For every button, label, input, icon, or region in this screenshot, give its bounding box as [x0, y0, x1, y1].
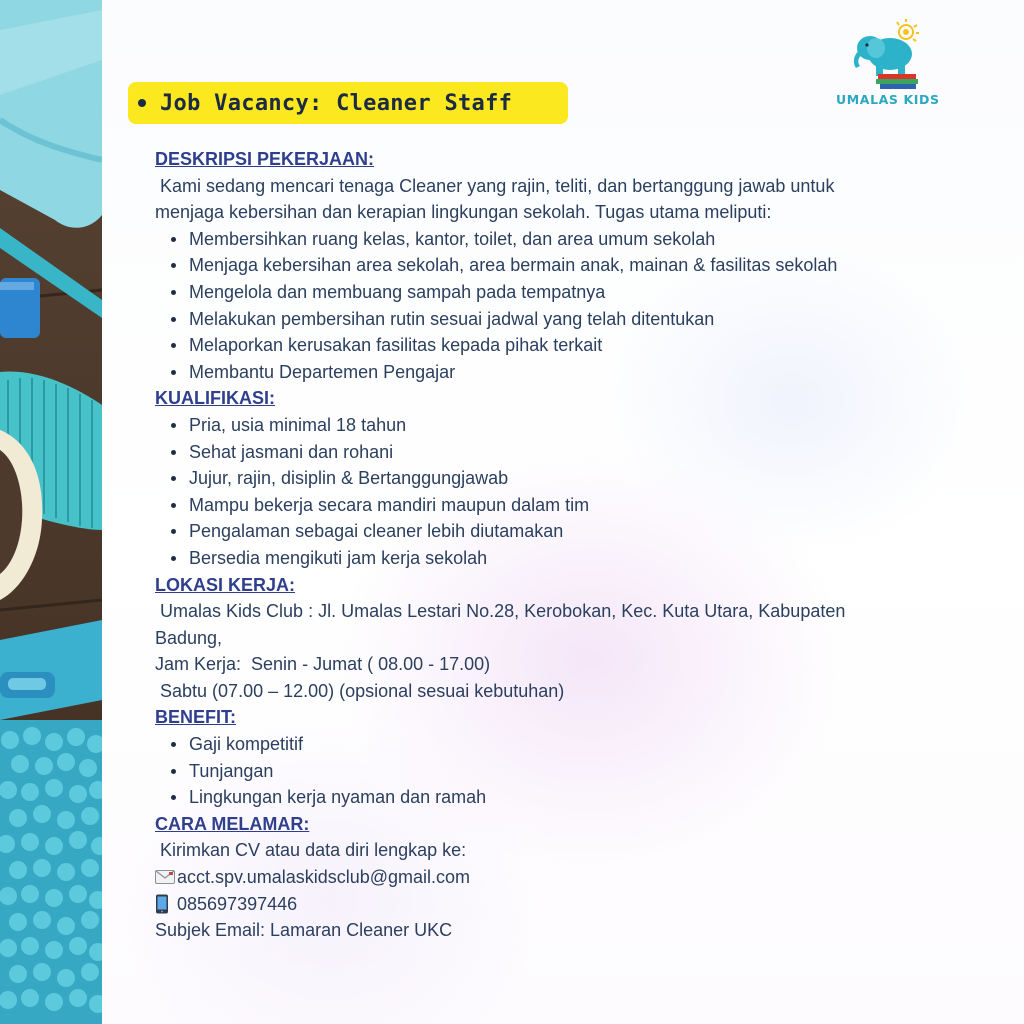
apply-heading: CARA MELAMAR: — [155, 813, 310, 834]
title-banner — [128, 82, 568, 124]
bullet-icon — [171, 529, 176, 534]
location-address-line-2: Badung, — [155, 627, 223, 648]
list-item — [167, 332, 955, 359]
list-item-text: Mampu bekerja secara mandiri maupun dalam tim — [189, 494, 590, 515]
bullet-icon — [171, 769, 176, 774]
list-item-text: Melaporkan kerusakan fasilitas kepada pihak terkait — [189, 335, 603, 356]
list-item — [167, 758, 955, 785]
list-item-text: Jujur, rajin, disiplin & Bertanggungjawab — [189, 468, 509, 489]
bullet-icon — [171, 556, 176, 561]
list-item — [167, 252, 955, 279]
list-item — [167, 545, 955, 572]
email-subject: Subjek Email: Lamaran Cleaner UKC — [155, 920, 453, 941]
list-item-text: Lingkungan kerja nyaman dan ramah — [189, 787, 487, 808]
list-item — [167, 518, 955, 545]
qualifications-heading: KUALIFIKASI: — [155, 388, 275, 409]
description-list — [155, 226, 955, 386]
bullet-icon — [171, 370, 176, 375]
description-intro-line-1: Kami sedang mencari tenaga Cleaner yang rajin, teliti, dan bertanggung jawab untuk — [155, 175, 835, 196]
list-item-text: Tunjangan — [189, 760, 274, 781]
list-item — [167, 784, 955, 811]
list-item-text: Pengalaman sebagai cleaner lebih diutamakan — [189, 521, 564, 542]
working-hours-weekday: Jam Kerja: Senin - Jumat ( 08.00 - 17.00) — [155, 654, 491, 675]
list-item-text: Melakukan pembersihan rutin sesuai jadwal yang telah ditentukan — [189, 308, 715, 329]
list-item-text: Pria, usia minimal 18 tahun — [189, 414, 407, 435]
list-item-text: Membantu Departemen Pengajar — [189, 361, 456, 382]
bullet-icon — [171, 450, 176, 455]
benefit-heading: BENEFIT: — [155, 707, 236, 728]
location-heading: LOKASI KERJA: — [155, 574, 296, 595]
list-item — [167, 359, 955, 386]
benefit-list — [155, 731, 955, 811]
bullet-icon — [171, 343, 176, 348]
bullet-icon — [171, 503, 176, 508]
bullet-icon — [171, 476, 176, 481]
bullet-icon — [171, 742, 176, 747]
cleaning-supplies-photo — [0, 0, 102, 1024]
elephant-logo-icon — [846, 18, 936, 92]
list-item — [167, 731, 955, 758]
description-intro-line-2: menjaga kebersihan dan kerapian lingkungan sekolah. Tugas utama meliputi: — [155, 202, 772, 223]
list-item — [167, 465, 955, 492]
list-item-text: Membersihkan ruang kelas, kantor, toilet, dan area umum sekolah — [189, 228, 716, 249]
bullet-icon — [171, 263, 176, 268]
phone-contact — [155, 891, 955, 918]
list-item-text: Bersedia mengikuti jam kerja sekolah — [189, 547, 488, 568]
list-item-text: Gaji kompetitif — [189, 734, 304, 755]
page-title: Job Vacancy: Cleaner Staff — [160, 90, 513, 116]
list-item — [167, 306, 955, 333]
bullet-icon — [171, 317, 176, 322]
qualifications-list — [155, 412, 955, 572]
list-item — [167, 412, 955, 439]
bullet-icon — [171, 795, 176, 800]
mobile-phone-icon — [155, 894, 177, 914]
list-item — [167, 279, 955, 306]
logo-text: UMALAS KIDS — [836, 92, 940, 107]
bullet-icon — [171, 290, 176, 295]
description-heading: DESKRIPSI PEKERJAAN: — [155, 149, 375, 169]
umalas-kids-logo — [830, 18, 950, 114]
job-details — [155, 146, 955, 944]
working-hours-saturday: Sabtu (07.00 – 12.00) (opsional sesuai kebutuhan) — [155, 680, 565, 701]
list-item — [167, 226, 955, 253]
apply-intro: Kirimkan CV atau data diri lengkap ke: — [155, 840, 467, 861]
bullet-icon — [171, 237, 176, 242]
list-item — [167, 492, 955, 519]
bullet-icon — [171, 423, 176, 428]
list-item — [167, 439, 955, 466]
envelope-icon — [155, 870, 177, 884]
title-bullet-icon — [138, 99, 146, 107]
contact-email[interactable]: acct.spv.umalaskidsclub@gmail.com — [177, 867, 471, 888]
list-item-text: Sehat jasmani dan rohani — [189, 441, 394, 462]
list-item-text: Mengelola dan membuang sampah pada tempatnya — [189, 281, 606, 302]
contact-phone[interactable]: 085697397446 — [177, 893, 298, 914]
list-item-text: Menjaga kebersihan area sekolah, area bermain anak, mainan & fasilitas sekolah — [189, 255, 838, 276]
email-contact — [155, 864, 955, 891]
location-address-line-1: Umalas Kids Club : Jl. Umalas Lestari No.28, Kerobokan, Kec. Kuta Utara, Kabupaten — [155, 601, 846, 622]
